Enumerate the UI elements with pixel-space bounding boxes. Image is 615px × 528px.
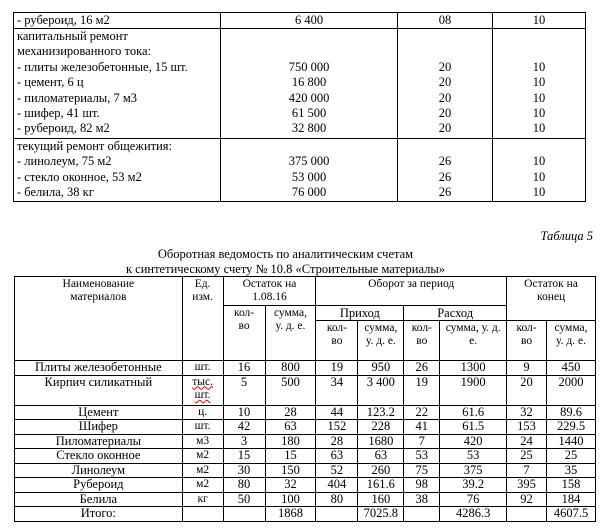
cell-name: Белила [15,492,183,507]
table-label: Таблица 5 [540,229,593,243]
empty-cell [182,507,223,522]
cell-close-sum: 2000 [547,375,596,405]
cell-in-qty: 152 [316,420,358,435]
total-open-sum: 1868 [265,507,316,522]
cell-open-sum: 63 [265,420,316,435]
table-row [15,361,596,376]
cell-out-qty: 22 [404,405,440,420]
cell-close-sum: 35 [547,463,596,478]
cell-out-qty: 53 [404,449,440,464]
table-row [15,420,596,435]
cell-out-qty: 26 [404,361,440,376]
cell-in-qty: 63 [316,449,358,464]
turnover-statement-table [14,276,596,522]
cell-unit: кг [182,492,223,507]
cell-close-qty: 32 [507,405,547,420]
cell-close-qty: 24 [507,434,547,449]
cell-out-sum: 1900 [440,375,507,405]
cell-out-sum: 39.2 [440,478,507,493]
cell-close-qty: 395 [507,478,547,493]
group-header: капитальный ремонт [17,29,128,43]
cell-name: Кирпич силикатный [15,375,183,405]
table-row [15,478,596,493]
material-name: - линолеум, 75 м2 [17,154,112,169]
total-in-sum: 7025.8 [358,507,404,522]
material-col3: 26 [438,169,452,184]
cell-name: Шифер [15,420,183,435]
cell-close-qty: 9 [507,361,547,376]
cell-open-sum: 28 [265,405,316,420]
table-row [15,492,596,507]
cell-close-qty: 25 [507,449,547,464]
cell-in-sum: 228 [358,420,404,435]
cell-in-qty: 80 [316,492,358,507]
cell-name: Плиты железобетонные [15,361,183,376]
material-name: - пиломатериалы, 7 м3 [17,90,137,105]
table-row [14,13,586,29]
cell-name: Цемент [15,405,183,420]
header-open-qty: кол-во [223,306,265,361]
cell-close-sum: 25 [547,449,596,464]
cell-out-sum: 76 [440,492,507,507]
material-col4: 10 [532,75,546,90]
material-name: - рубероид, 16 м2 [14,13,221,29]
cell-close-sum: 184 [547,492,596,507]
material-name: - цемент, 6 ц [17,75,84,90]
material-sum: 76 000 [291,184,327,199]
table-row [15,434,596,449]
header-in-qty: кол-во [316,321,358,361]
cell-in-qty: 44 [316,405,358,420]
cell-open-qty: 42 [223,420,265,435]
cell-open-qty: 16 [223,361,265,376]
cell-name: Рубероид [15,478,183,493]
cell-in-sum: 950 [358,361,404,376]
cell-close-qty: 20 [507,375,547,405]
cell-out-sum: 53 [440,449,507,464]
material-name: - стекло оконное, 53 м2 [17,169,142,184]
empty-cell [404,507,440,522]
cell-out-qty: 41 [404,420,440,435]
material-sum: 61 500 [291,105,327,120]
cell-open-sum: 150 [265,463,316,478]
cell-in-sum: 1680 [358,434,404,449]
cell-open-sum: 100 [265,492,316,507]
material-col4: 10 [532,121,546,136]
material-col3: 08 [398,13,493,29]
cell-name: Пиломатериалы [15,434,183,449]
cell-open-qty: 10 [223,405,265,420]
cell-unit: тыс. шт. [182,375,223,405]
cell-out-qty: 7 [404,434,440,449]
cell-out-sum: 61.6 [440,405,507,420]
cell-open-qty: 15 [223,449,265,464]
total-close-sum: 4607.5 [547,507,596,522]
material-sum: 6 400 [221,13,398,29]
cell-open-sum: 800 [265,361,316,376]
cell-out-sum: 375 [440,463,507,478]
cell-unit: шт. [182,420,223,435]
table-row [15,449,596,464]
header-closing: Остаток на конец [507,277,596,321]
empty-cell [507,507,547,522]
material-col3: 26 [438,184,452,199]
cell-open-qty: 50 [223,492,265,507]
cell-out-sum: 61.5 [440,420,507,435]
material-col4: 10 [532,169,546,184]
cell-close-sum: 158 [547,478,596,493]
cell-out-sum: 420 [440,434,507,449]
cell-unit: шт. [182,361,223,376]
cell-open-sum: 180 [265,434,316,449]
header-in-sum: сумма, у. д. е. [358,321,404,361]
cell-in-qty: 34 [316,375,358,405]
table-caption: Оборотная ведомость по аналитическим счетам [157,247,414,261]
table-row-group [14,29,586,139]
cell-close-sum: 450 [547,361,596,376]
empty-cell [316,507,358,522]
header-opening: Остаток на 1.08.16 [223,277,316,306]
table-row [15,463,596,478]
table-row-group [14,138,586,202]
cell-in-qty: 52 [316,463,358,478]
cell-in-qty: 404 [316,478,358,493]
header-out-qty: кол-во [404,321,440,361]
material-sum: 750 000 [288,59,330,74]
materials-distribution-table [13,12,586,202]
cell-open-sum: 500 [265,375,316,405]
table-row [15,405,596,420]
header-expense: Расход [404,306,507,321]
material-col4: 10 [532,184,546,199]
header-close-sum: сумма, у. д. е. [547,321,596,361]
cell-close-sum: 229.5 [547,420,596,435]
header-open-sum: сумма, у. д. е. [265,306,316,361]
header-income: Приход [316,306,404,321]
cell-name: Линолеум [15,463,183,478]
cell-open-qty: 80 [223,478,265,493]
header-out-sum: сумма, у. д. е. [440,321,507,361]
material-col3: 20 [438,105,452,120]
cell-in-sum: 123.2 [358,405,404,420]
cell-out-qty: 38 [404,492,440,507]
cell-out-qty: 19 [404,375,440,405]
cell-out-qty: 98 [404,478,440,493]
table-caption: к синтетическому счету № 10.8 «Строительные материалы» [125,262,446,276]
material-col4: 10 [532,105,546,120]
cell-open-qty: 3 [223,434,265,449]
material-col4: 10 [532,90,546,105]
material-sum: 16 800 [291,75,327,90]
material-name: - плиты железобетонные, 15 шт. [17,59,188,74]
total-name: Итого: [15,507,183,522]
material-col4: 10 [493,13,586,29]
total-row [15,507,596,522]
material-col3: 26 [438,154,452,169]
material-col4: 10 [532,154,546,169]
material-col3: 20 [438,90,452,105]
header-unit: Ед. изм. [182,277,223,361]
cell-close-sum: 1440 [547,434,596,449]
material-sum: 375 000 [288,154,330,169]
material-name: - рубероид, 82 м2 [17,121,110,136]
cell-close-qty: 92 [507,492,547,507]
header-close-qty: кол-во [507,321,547,361]
cell-in-qty: 28 [316,434,358,449]
cell-close-sum: 89.6 [547,405,596,420]
header-turnover: Оборот за период [316,277,507,306]
cell-unit: м2 [182,478,223,493]
table-row [15,375,596,405]
cell-unit: м3 [182,434,223,449]
cell-in-sum: 260 [358,463,404,478]
cell-open-sum: 32 [265,478,316,493]
material-col3: 20 [438,59,452,74]
header-name: Наименование материалов [15,277,183,361]
cell-in-sum: 160 [358,492,404,507]
cell-name: Стекло оконное [15,449,183,464]
cell-unit: ц. [182,405,223,420]
group-header: механизированного тока: [17,44,151,59]
cell-unit: м2 [182,463,223,478]
material-name: - шифер, 41 шт. [17,105,100,120]
cell-in-sum: 161.6 [358,478,404,493]
cell-close-qty: 7 [507,463,547,478]
cell-close-qty: 153 [507,420,547,435]
cell-in-qty: 19 [316,361,358,376]
cell-in-sum: 63 [358,449,404,464]
material-sum: 420 000 [288,90,330,105]
cell-out-qty: 75 [404,463,440,478]
material-sum: 32 800 [291,121,327,136]
material-col3: 20 [438,121,452,136]
group-header: текущий ремонт общежития: [17,138,173,153]
material-sum: 53 000 [291,169,327,184]
material-name: - белила, 38 кг [17,184,94,199]
total-out-sum: 4286.3 [440,507,507,522]
cell-open-sum: 15 [265,449,316,464]
empty-cell [223,507,265,522]
cell-in-sum: 3 400 [358,375,404,405]
cell-unit: м2 [182,449,223,464]
cell-out-sum: 1300 [440,361,507,376]
cell-open-qty: 30 [223,463,265,478]
cell-open-qty: 5 [223,375,265,405]
material-col4: 10 [532,59,546,74]
material-col3: 20 [438,75,452,90]
